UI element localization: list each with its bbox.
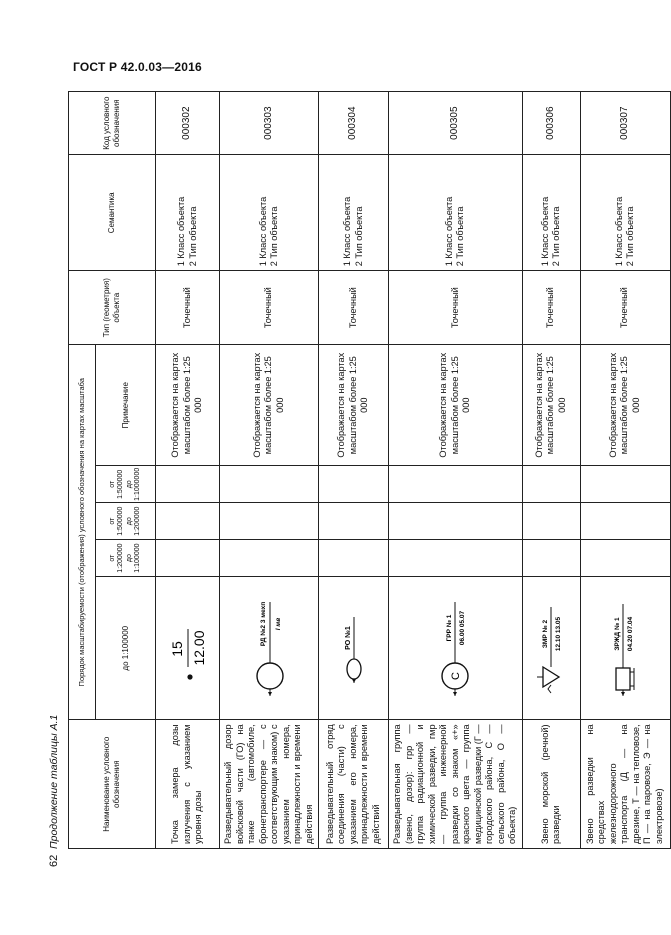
symbol-cell: [522, 577, 580, 720]
row-semantics: [580, 155, 670, 271]
empty-cell: [319, 540, 389, 577]
row-code: 000303: [220, 92, 319, 155]
rotated-page: [40, 0, 664, 867]
row-note: Отображается на картах масштабом более 1:25 000: [220, 345, 319, 466]
row-note: Отображается на картах масштабом более 1:25 000: [156, 345, 220, 466]
col-type-header: Тип (геометрия) объекта: [69, 271, 156, 345]
scale-header-3: от 1:500000 до 1:200000: [96, 503, 156, 540]
semantics-line-2: 2 Тип объекта: [269, 206, 279, 267]
naval-label: ЗМР № 2: [542, 620, 549, 649]
semantics-line-1: 1 Класс объекта: [176, 196, 186, 267]
row-name: Звено разведки на средствах железнодорожного транспорта (Д — на дрезине, Т — на тепловозе, П — на паровозе, Э — на электровозе): [580, 720, 670, 849]
dose-level-value: 15: [168, 641, 185, 658]
row-semantics: [522, 155, 580, 271]
detachment-label: РО №1: [344, 626, 352, 651]
semantics-line-1: 1 Класс объекта: [443, 196, 454, 267]
symbol-cell: [580, 577, 670, 720]
empty-cell: [580, 540, 670, 577]
group-header: Порядок масштабируемости (отображения) условного обозначения на картах масштаба: [69, 345, 96, 720]
empty-cell: [156, 466, 220, 503]
row-code: 000305: [389, 92, 523, 155]
scale-header-1: до 1:100000: [96, 577, 156, 720]
semantics-line-1: 1 Класс объекта: [257, 196, 268, 267]
symbol-cell: [389, 577, 523, 720]
empty-cell: [220, 466, 319, 503]
empty-cell: [156, 503, 220, 540]
row-note: Отображается на картах масштабом более 1:25 000: [319, 345, 389, 466]
row-type: Точечный: [220, 271, 319, 345]
naval-recon-symbol: [529, 603, 573, 693]
empty-cell: [319, 466, 389, 503]
table-row: [389, 92, 523, 849]
col-note-header: Примечание: [96, 345, 156, 466]
row-name: Точка замера дозы излучения с указанием уровня дозы: [156, 720, 220, 849]
table-row: [580, 92, 670, 849]
group-label: ГРР № 1: [446, 614, 454, 642]
patrol-label: РД №2 3 мехп: [260, 602, 267, 647]
row-type: Точечный: [389, 271, 523, 345]
group-time: 06.00 05.07: [459, 611, 467, 646]
row-name: Разведывательный отряд соединения (части) с указанием его номера, принадлежности и времени действий: [319, 720, 389, 849]
empty-cell: [389, 466, 523, 503]
semantics-line-2: 2 Тип объекта: [625, 206, 635, 267]
empty-cell: [319, 503, 389, 540]
row-semantics: [389, 155, 523, 271]
row-semantics: [156, 155, 220, 271]
railway-label: ЗРЖД № 1: [614, 617, 621, 651]
table-row: [220, 92, 319, 849]
row-note: Отображается на картах масштабом более 1:25 000: [522, 345, 580, 466]
row-code: 000306: [522, 92, 580, 155]
semantics-line-1: 1 Класс объекта: [613, 196, 624, 267]
symbol-cell: [156, 577, 220, 720]
semantics-line-1: 1 Класс объекта: [539, 196, 550, 267]
semantics-line-2: 2 Тип объекта: [551, 206, 561, 267]
table-row: [522, 92, 580, 849]
semantics-line-2: 2 Тип объекта: [187, 206, 198, 267]
dose-point-symbol: [160, 603, 216, 693]
row-code: 000304: [319, 92, 389, 155]
empty-cell: [220, 540, 319, 577]
empty-cell: [389, 503, 523, 540]
empty-cell: [522, 466, 580, 503]
row-name: Разведывательный дозор войсковой части (ГО) на танке (автомобиле, бронетранспортере — с соответствующим знаком) с указанием номера, принадлежности и времени действия: [220, 720, 319, 849]
page-header: ГОСТ Р 42.0.03—2016: [73, 60, 202, 74]
symbol-cell: [220, 577, 319, 720]
row-note: Отображается на картах масштабом более 1:25 000: [580, 345, 670, 466]
row-name: Разведывательная группа (звено, дозор): грр — группа радиационной и химической разведки, гмр — группа инженерной разведки со знаком «+» красного цвета — группа медицинской разведки (Г — городского района, С — сельского района, О — объекта): [389, 720, 523, 849]
recon-group-symbol: [425, 598, 485, 698]
symbols-table: [68, 91, 671, 849]
semantics-line-1: 1 Класс объекта: [342, 196, 352, 267]
row-type: Точечный: [580, 271, 670, 345]
recon-patrol-symbol: [238, 598, 300, 698]
col-code-header: Код условного обозначения: [69, 92, 156, 155]
row-type: Точечный: [156, 271, 220, 345]
patrol-sub-label: I мв: [275, 618, 282, 631]
row-code: 000307: [580, 92, 670, 155]
naval-time: 12.10 13.05: [555, 617, 562, 652]
row-name: Звено морской (речной) разведки: [522, 720, 580, 849]
row-semantics: [220, 155, 319, 271]
empty-cell: [389, 540, 523, 577]
semantics-line-2: 2 Тип объекта: [353, 206, 364, 267]
page-number: 62: [48, 854, 60, 867]
row-code: 000302: [156, 92, 220, 155]
dose-time-value: 12.00: [190, 630, 207, 666]
col-sem-header: Семантика: [69, 155, 156, 271]
row-type: Точечный: [319, 271, 389, 345]
empty-cell: [220, 503, 319, 540]
scale-header-2: от 1:200000 до 1:100000: [96, 540, 156, 577]
recon-detachment-symbol: [330, 613, 378, 683]
empty-cell: [156, 540, 220, 577]
table-row: [156, 92, 220, 849]
empty-cell: [522, 503, 580, 540]
group-type-letter: С: [450, 672, 463, 681]
col-name-header: Наименование условного обозначения: [69, 720, 156, 849]
empty-cell: [522, 540, 580, 577]
railway-time: 04.20 07.04: [627, 617, 634, 652]
scale-header-4: от 1:500000 до 1:1000000: [96, 466, 156, 503]
table-row: [319, 92, 389, 849]
table-continuation-caption: Продолжение таблицы А.1: [48, 714, 60, 849]
row-type: Точечный: [522, 271, 580, 345]
symbol-cell: [319, 577, 389, 720]
semantics-line-2: 2 Тип объекта: [455, 206, 466, 267]
empty-cell: [580, 503, 670, 540]
empty-cell: [580, 466, 670, 503]
row-note: Отображается на картах масштабом более 1:25 000: [389, 345, 523, 466]
row-semantics: [319, 155, 389, 271]
railway-recon-symbol: [602, 600, 648, 696]
